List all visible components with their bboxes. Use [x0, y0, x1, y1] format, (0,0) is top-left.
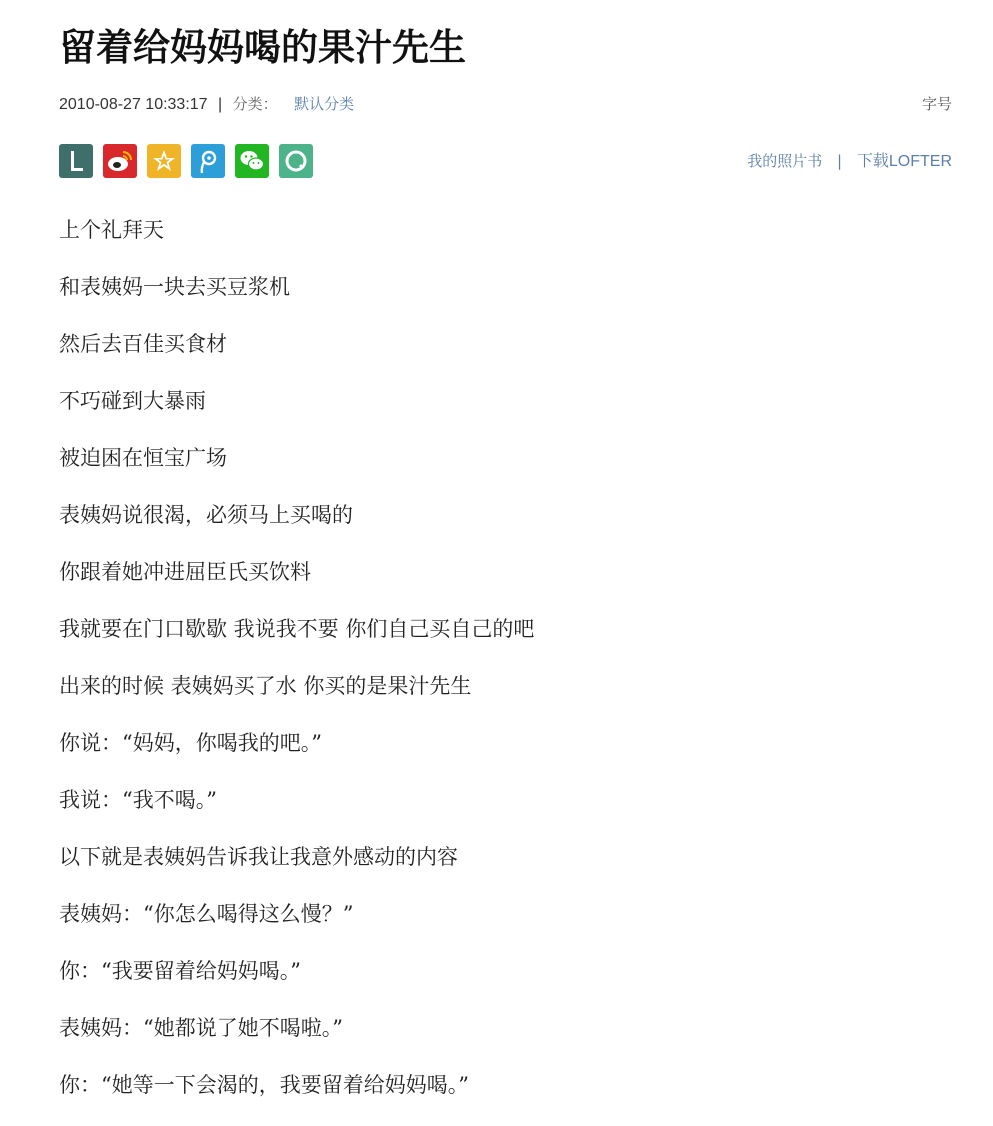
tencent-weibo-icon[interactable]	[191, 144, 225, 178]
app-links	[747, 148, 952, 175]
download-lofter-link[interactable]: 下载LOFTER	[856, 153, 952, 170]
photo-book-link[interactable]: 我的照片书	[747, 152, 823, 170]
body-line: 以下就是表姨妈告诉我让我意外感动的内容	[59, 845, 458, 869]
body-line: 被迫困在恒宝广场	[59, 446, 227, 470]
body-line: 你跟着她冲进屈臣氏买饮料	[59, 560, 311, 584]
body-line: 表姨妈说很渴，必须马上买喝的	[59, 503, 353, 527]
body-line: 我就要在门口歇歇 我说我不要 你们自己买自己的吧	[59, 617, 535, 641]
body-line: 表姨妈：“她都说了她不喝啦。”	[59, 1016, 343, 1040]
body-line: 和表姨妈一块去买豆浆机	[59, 275, 290, 299]
lofter-icon[interactable]	[59, 144, 93, 178]
wechat-icon[interactable]	[235, 144, 269, 178]
links-separator: |	[837, 152, 843, 170]
body-line: 然后去百佳买食材	[59, 332, 227, 356]
post-body	[59, 210, 952, 1122]
body-line: 我说：“我不喝。”	[59, 788, 217, 812]
body-line: 上个礼拜天	[59, 218, 164, 242]
body-line: 你：“我要留着给妈妈喝。”	[59, 959, 301, 983]
body-line: 不巧碰到大暴雨	[59, 389, 206, 413]
meta-separator: |	[218, 96, 223, 113]
post-meta	[59, 92, 952, 116]
qzone-icon[interactable]	[147, 144, 181, 178]
category-link[interactable]: 默认分类	[294, 95, 355, 113]
share-bar	[59, 144, 323, 178]
page-title: 留着给妈妈喝的果汁先生	[59, 26, 466, 69]
body-line: 你说：“妈妈，你喝我的吧。”	[59, 731, 322, 755]
post-date: 2010-08-27 10:33:17	[59, 96, 208, 113]
category-label: 分类：	[232, 95, 278, 113]
body-line: 表姨妈：“你怎么喝得这么慢？”	[59, 902, 354, 926]
body-line: 你：“她等一下会渴的，我要留着给妈妈喝。”	[59, 1073, 469, 1097]
font-size-button[interactable]: 字号	[921, 95, 952, 113]
weibo-icon[interactable]	[103, 144, 137, 178]
body-line: 出来的时候 表姨妈买了水 你买的是果汁先生	[59, 674, 472, 698]
friends-circle-icon[interactable]	[279, 144, 313, 178]
